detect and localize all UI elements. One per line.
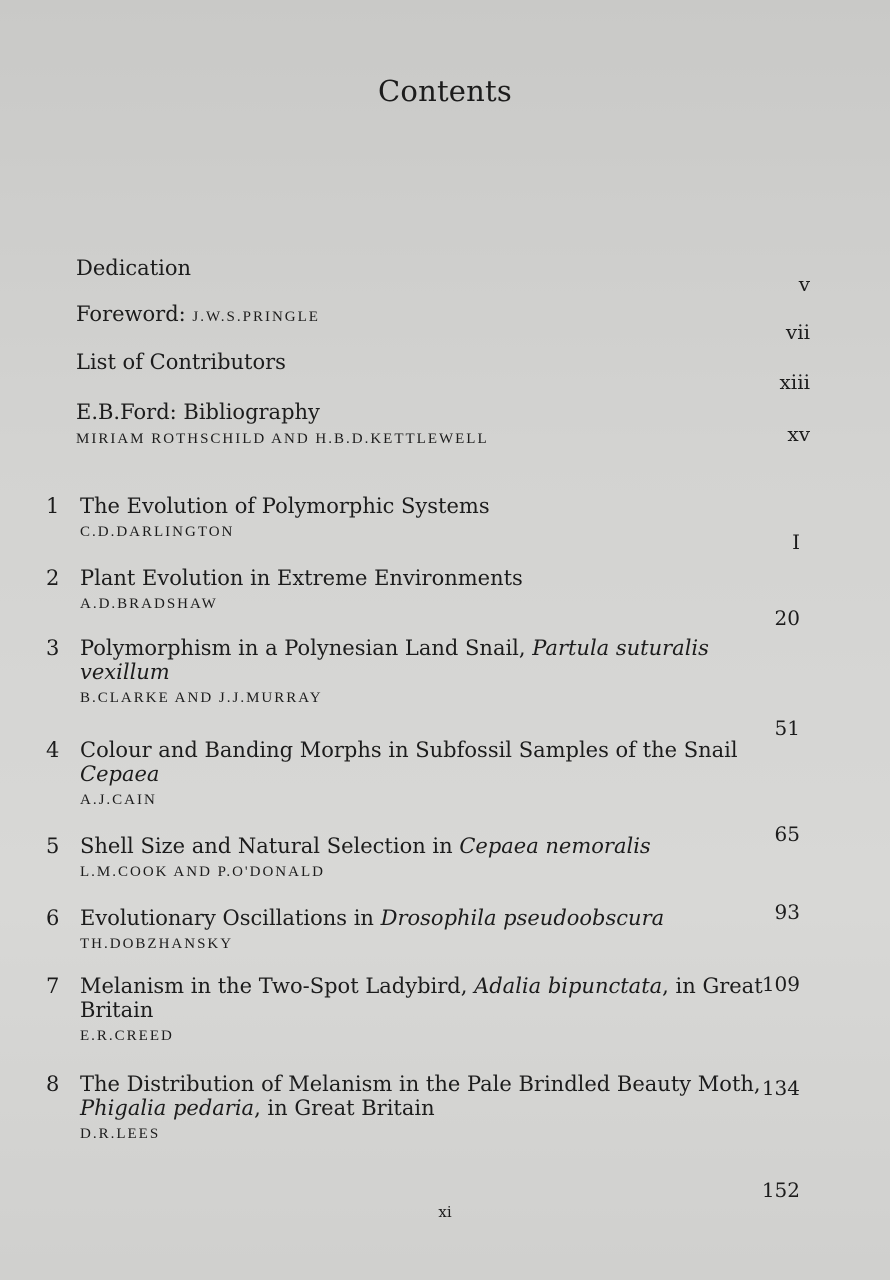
toc-entry-contributors[interactable] <box>76 350 810 394</box>
chapter-title: The Evolution of Polymorphic Systems <box>80 494 490 518</box>
page-number: xiii <box>779 370 810 394</box>
toc-entry-bibliography[interactable] <box>76 400 810 448</box>
page-number: 109 <box>761 972 800 996</box>
chapter-number: 1 <box>46 494 60 518</box>
page-number: 51 <box>774 716 800 740</box>
page-number: 93 <box>774 900 800 924</box>
chapter-author: E.R.CREED <box>80 1028 174 1044</box>
entry-label: E.B.Ford: Bibliography <box>76 400 320 424</box>
chapter-title: Polymorphism in a Polynesian Land Snail, Partula suturalis vexillum <box>80 636 709 684</box>
chapter-title: Melanism in the Two-Spot Ladybird, Adalia bipunctata, in Great Britain <box>80 974 763 1022</box>
species-name: Cepaea <box>80 762 160 786</box>
species-name: Cepaea nemoralis <box>459 834 651 858</box>
entry-label: Foreword: <box>76 302 186 326</box>
chapter-title: Colour and Banding Morphs in Subfossil Samples of the Snail Cepaea <box>80 738 738 786</box>
chapter-number: 6 <box>46 906 60 930</box>
entry-label: List of Contributors <box>76 350 286 374</box>
chapter-author: B.CLARKE AND J.J.MURRAY <box>80 690 323 706</box>
page-title: Contents <box>378 74 512 108</box>
species-name: Drosophila pseudoobscura <box>380 906 665 930</box>
species-name: Partula suturalis vexillum <box>80 636 709 684</box>
entry-author: MIRIAM ROTHSCHILD AND H.B.D.KETTLEWELL <box>76 431 489 447</box>
entry-label: Dedication <box>76 256 192 280</box>
chapter-number: 4 <box>46 738 60 762</box>
toc-chapter-8[interactable] <box>46 1072 800 1202</box>
page-number: xv <box>787 422 810 446</box>
chapter-author: L.M.COOK AND P.O'DONALD <box>80 864 325 880</box>
chapter-author: A.D.BRADSHAW <box>80 596 218 612</box>
toc-chapter-1[interactable] <box>46 494 800 554</box>
page-number: 134 <box>761 1076 800 1100</box>
chapter-number: 3 <box>46 636 60 660</box>
chapter-title: Shell Size and Natural Selection in Cepaea nemoralis <box>80 834 651 858</box>
chapter-author: C.D.DARLINGTON <box>80 524 235 540</box>
page-number: 152 <box>761 1178 800 1202</box>
page-number: I <box>792 530 800 554</box>
chapter-number: 8 <box>46 1072 60 1096</box>
chapter-title: Plant Evolution in Extreme Environments <box>80 566 523 590</box>
toc-entry-dedication[interactable] <box>76 256 810 296</box>
chapter-author: TH.DOBZHANSKY <box>80 936 234 952</box>
page-number: vii <box>785 320 810 344</box>
chapter-title: The Distribution of Melanism in the Pale Brindled Beauty Moth, Phigalia pedaria, in Great Britain <box>80 1072 761 1120</box>
chapter-title: Evolutionary Oscillations in Drosophila pseudoobscura <box>80 906 665 930</box>
toc-chapter-3[interactable] <box>46 636 800 740</box>
species-name: Adalia bipunctata <box>474 974 663 998</box>
page-number: 20 <box>774 606 800 630</box>
page-folio: xi <box>438 1203 452 1221</box>
species-name: Phigalia pedaria <box>80 1096 255 1120</box>
chapter-author: A.J.CAIN <box>80 792 157 808</box>
toc-chapter-2[interactable] <box>46 566 800 630</box>
page-number: v <box>798 272 810 296</box>
toc-entry-foreword[interactable] <box>76 302 810 344</box>
chapter-number: 7 <box>46 974 60 998</box>
chapter-number: 2 <box>46 566 60 590</box>
entry-author: J.W.S.PRINGLE <box>192 309 320 325</box>
chapter-author: D.R.LEES <box>80 1126 161 1142</box>
chapter-number: 5 <box>46 834 60 858</box>
page-number: 65 <box>774 822 800 846</box>
